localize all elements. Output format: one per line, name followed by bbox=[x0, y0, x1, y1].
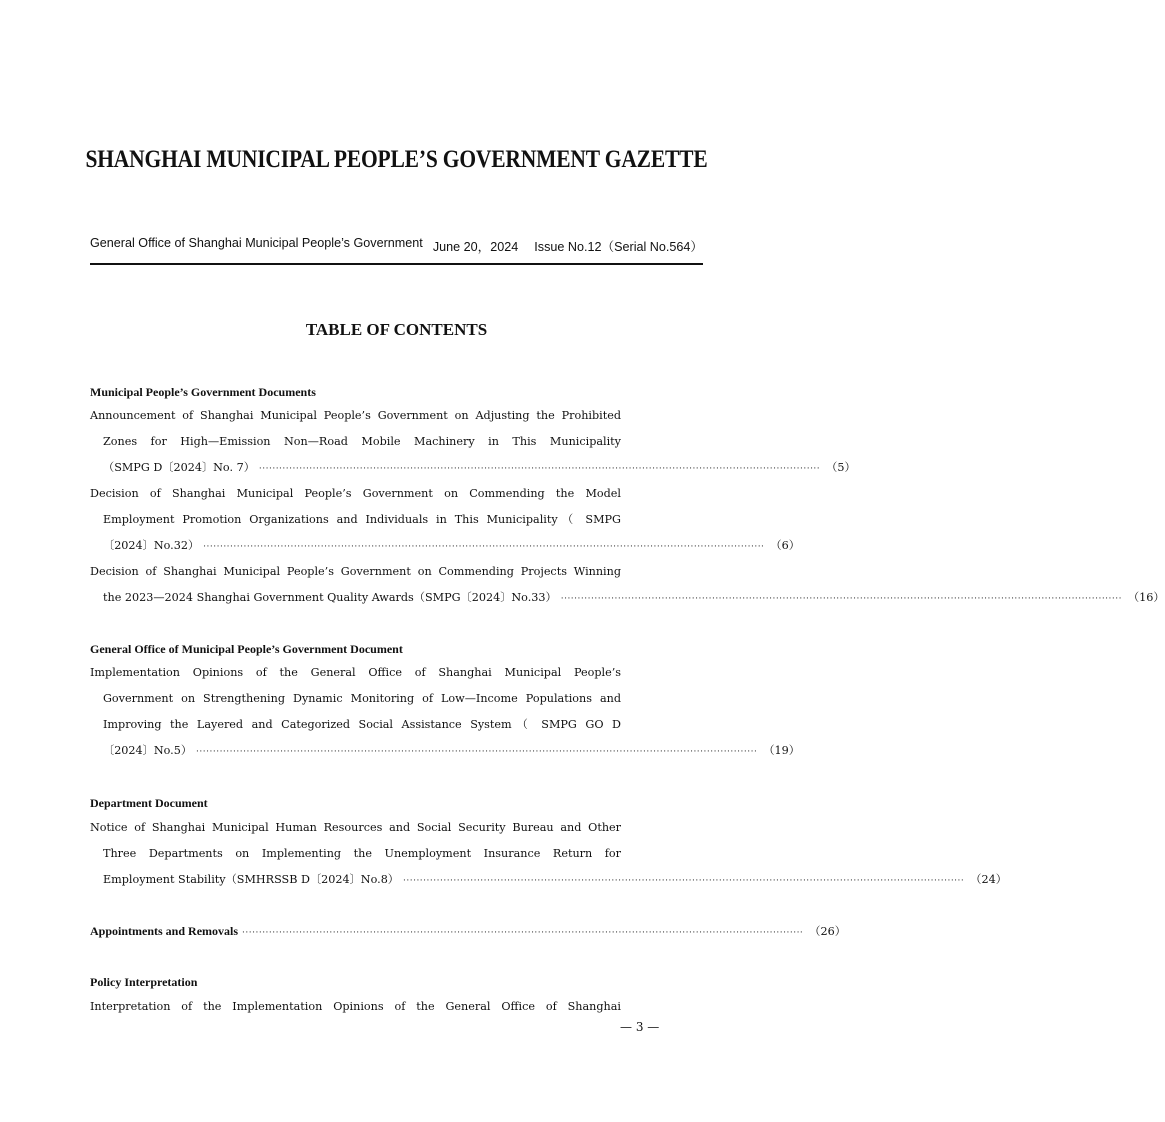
section-title: Department Document bbox=[90, 796, 208, 810]
entry-line: Interpretation of the Implementation Opinions of the General Office of Shanghai bbox=[90, 1000, 621, 1013]
publisher: General Office of Shanghai Municipal People’s Government bbox=[90, 236, 423, 250]
entry-line: Employment Promotion Organizations and Individuals in This Municipality（ SMPG bbox=[103, 513, 621, 526]
entry-line: Implementation Opinions of the General Office of Shanghai Municipal People’s bbox=[90, 666, 621, 679]
dot-leader: ······································································································································································· bbox=[258, 464, 821, 474]
entry-line: Decision of Shanghai Municipal People’s Government on Commending the Model bbox=[90, 487, 621, 500]
dot-leader: ······································································································································································· bbox=[242, 928, 804, 938]
dot-leader: ······································································································································································· bbox=[196, 747, 758, 757]
entry-line: 〔2024〕No.5） bbox=[103, 744, 193, 757]
entry-page: （6） bbox=[770, 539, 800, 552]
entry-line: Zones for High—Emission Non—Road Mobile Machinery in This Municipality bbox=[103, 435, 621, 448]
issue-date-block bbox=[433, 236, 703, 255]
entry-page: （5） bbox=[826, 461, 856, 474]
toc-heading: TABLE OF CONTENTS bbox=[305, 320, 488, 339]
entry-line: 〔2024〕No.32） bbox=[103, 539, 200, 552]
header-rule bbox=[90, 263, 703, 265]
section-title: Policy Interpretation bbox=[90, 975, 198, 989]
gazette-title: SHANGHAI MUNICIPAL PEOPLE’S GOVERNMENT GAZETTE bbox=[85, 146, 708, 173]
entry-line: Announcement of Shanghai Municipal People’s Government on Adjusting the Prohibited bbox=[90, 409, 621, 422]
entry-line: Government on Strengthening Dynamic Monitoring of Low—Income Populations and bbox=[103, 692, 621, 705]
entry-line: Improving the Layered and Categorized Social Assistance System（ SMPG GO D bbox=[103, 718, 621, 731]
entry-line: Three Departments on Implementing the Unemployment Insurance Return for bbox=[103, 847, 621, 860]
entry-page: （16） bbox=[1127, 591, 1165, 604]
entry-line: Decision of Shanghai Municipal People’s Government on Commending Projects Winning bbox=[90, 565, 621, 578]
issue-number: Issue No.12（Serial No.564） bbox=[534, 240, 703, 254]
entry-page: （24） bbox=[970, 873, 1007, 886]
entry-line: Employment Stability（SMHRSSB D〔2024〕No.8） bbox=[103, 873, 399, 886]
section-title: General Office of Municipal People’s Government Document bbox=[90, 642, 403, 656]
entry-line: Notice of Shanghai Municipal Human Resources and Social Security Bureau and Other bbox=[90, 821, 621, 834]
page-number: — 3 — bbox=[620, 1020, 660, 1034]
entry-page: （19） bbox=[763, 744, 800, 757]
dot-leader: ······································································································································································· bbox=[403, 876, 965, 886]
section-title: Appointments and Removals bbox=[90, 924, 239, 938]
entry-line: the 2023—2024 Shanghai Government Quality Awards（SMPG〔2024〕No.33） bbox=[103, 591, 557, 604]
issue-date: June 20，2024 bbox=[432, 240, 519, 254]
section-title: Municipal People’s Government Documents bbox=[90, 385, 316, 399]
toc-entry-appointments[interactable] bbox=[90, 922, 846, 940]
issue-line bbox=[90, 236, 703, 255]
entry-line: （SMPG D〔2024〕No. 7） bbox=[103, 461, 255, 474]
dot-leader: ······································································································································································· bbox=[560, 594, 1122, 604]
dot-leader: ······································································································································································· bbox=[203, 542, 765, 552]
entry-page: （26） bbox=[809, 925, 846, 938]
